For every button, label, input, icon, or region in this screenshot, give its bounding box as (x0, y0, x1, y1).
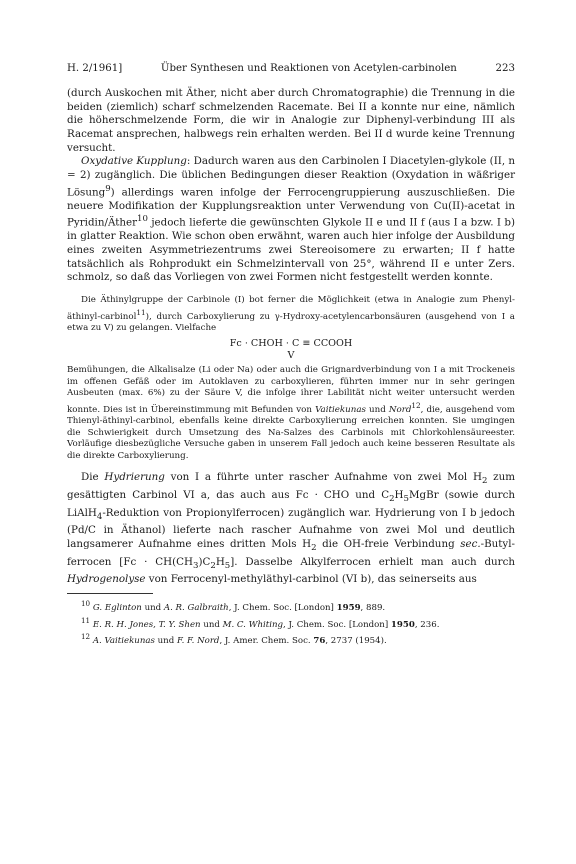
footnotes (67, 598, 515, 647)
chemical-formula (67, 338, 515, 362)
paragraph-carboxylation: Die Äthinylgruppe der Carbinole (I) bot ferner die Möglichkeit (etwa in Analogie zum Phenyl-äthinyl-carbinol$^{11}$), durch Carboxylierung zu γ-Hydroxy-acetylencarbonsäuren (ausgehend von I a etwa zu V) zu gelangen. Vielfache (67, 295, 515, 333)
footnote-ref: 11 (136, 307, 146, 317)
footnote: $^{10}$ G. Eglinton und A. R. Galbraith, J. Chem. Soc. [London] 1959, 889. (81, 599, 386, 613)
running-title: Über Synthesen und Reaktionen von Acetylen-carbinolen (160, 63, 457, 74)
footnote-ref: 9 (105, 183, 111, 194)
footnote-ref: 12 (411, 400, 421, 410)
paragraph: (durch Auskochen mit Äther, nicht aber durch Chromatographie) die Trennung in die beiden (ziemlich) scharf schmelzenden Racemate. Bei II a konnte nur eine, nämlich die höherschmelzende Form, die wir in Analogie zur Diphenyl-verbindung III als Racemat ansprechen, halbwegs rein erhalten werden. Bei II d wurde keine Trennung versucht. (67, 87, 515, 154)
paragraph-hydrogenation: Die Hydrierung von I a führte unter rascher Aufnahme von zwei Mol $H_2$ zum gesättigten Carbinol VI a, das auch aus Fc · CHO und $C_2H_5MgBr$ (sowie durch LiAlH$_4$-Reduktion von Propionylferrocen) zugänglich war. Hydrierung von I b jedoch (Pd/C in Äthanol) lieferte nach rascher Aufnahme von zwei Mol und deutlich langsamerer Aufnahme eines dritten Mols $H_2$ die OH-freie Verbindung sec.-Butyl-ferrocen $[Fc \cdot CH(CH_3)C_2H_5]$. Dasselbe Alkylferrocen erhielt man auch durch Hydrogenolyse von Ferrocenyl-methyläthyl-carbinol (VI b), das seinerseits aus (67, 471, 516, 586)
main-text-hydrogenation (67, 471, 515, 587)
paragraph-carboxylation-cont: Bemühungen, die Alkalisalze (Li oder Na) oder auch die Grignardverbindung von I a mit Trockeneis im offenen Gefäß oder im Autoklaven zu carboxylieren, führten immer nur in sehr geringen Ausbeuten (max. 6%) zu der Säure V, die infolge ihrer Labilität nicht weiter untersucht werden konnte. Dies ist in Übereinstimmung mit Befunden von Vaitiekunas und Nord$^{12}$, die, ausgehend vom Thienyl-äthinyl-carbinol, ebenfalls keine direkte Carboxylierung erreichen konnten. Sie umgingen die Schwierigkeit durch Umsetzung des Na-Salzes des Carbinols mit Chlorkohlensäureester. Vorläufige diesbezügliche Versuche gaben in unserem Fall jedoch auch keine besseren Resultate als die direkte Carboxylierung. (67, 365, 516, 461)
formula-expression: Fc · CHOH · C ≡ CCOOH (229, 338, 353, 350)
small-print-section (67, 295, 515, 462)
section-heading: Oxydative Kupplung (81, 155, 187, 168)
main-text (67, 87, 515, 285)
author-name: Vaitiekunas (315, 404, 366, 415)
page-number: 223 (495, 63, 515, 74)
issue-reference: H. 2/1961] (67, 63, 123, 74)
running-header (67, 62, 515, 76)
page (67, 62, 515, 647)
paragraph-oxidative-coupling: Oxydative Kupplung: Dadurch waren aus den Carbinolen I Diacetylen-glykole (II, n = 2) zugänglich. Die üblichen Bedingungen dieser Reaktion (Oxydation in wäßriger Lösung$^9$) allerdings waren infolge der Ferrocengruppierung auszuschließen. Die neuere Modifikation der Kupplungsreaktion unter Verwendung von Cu(II)-acetat in Pyridin/Äther$^{10}$ jedoch lieferte die gewünschten Glykole II e und II f (aus I a bzw. I b) in glatter Reaktion. Wie schon oben erwähnt, waren auch hier infolge der Ausbildung eines zweiten Asymmetriezentrums zwei Stereoisomere zu erwarten; II f hatte tatsächlich als Rohprodukt ein Schmelzintervall von 25°, während II e unter Zers. schmolz, so daß das Vorliegen von zwei Formen nicht festgestellt werden konnte. (67, 155, 516, 284)
author-name: Nord (388, 404, 412, 415)
footnote: $^{11}$ E. R. H. Jones, T. Y. Shen und M. C. Whiting, J. Chem. Soc. [London] 1950, 236. (81, 615, 440, 630)
footnote: $^{12}$ A. Vaitiekunas und F. F. Nord, J. Amer. Chem. Soc. 76, 2737 (1954). (81, 631, 387, 646)
footnote-divider (67, 593, 153, 594)
footnote-ref: 10 (137, 214, 148, 225)
formula-label: V (287, 350, 295, 362)
